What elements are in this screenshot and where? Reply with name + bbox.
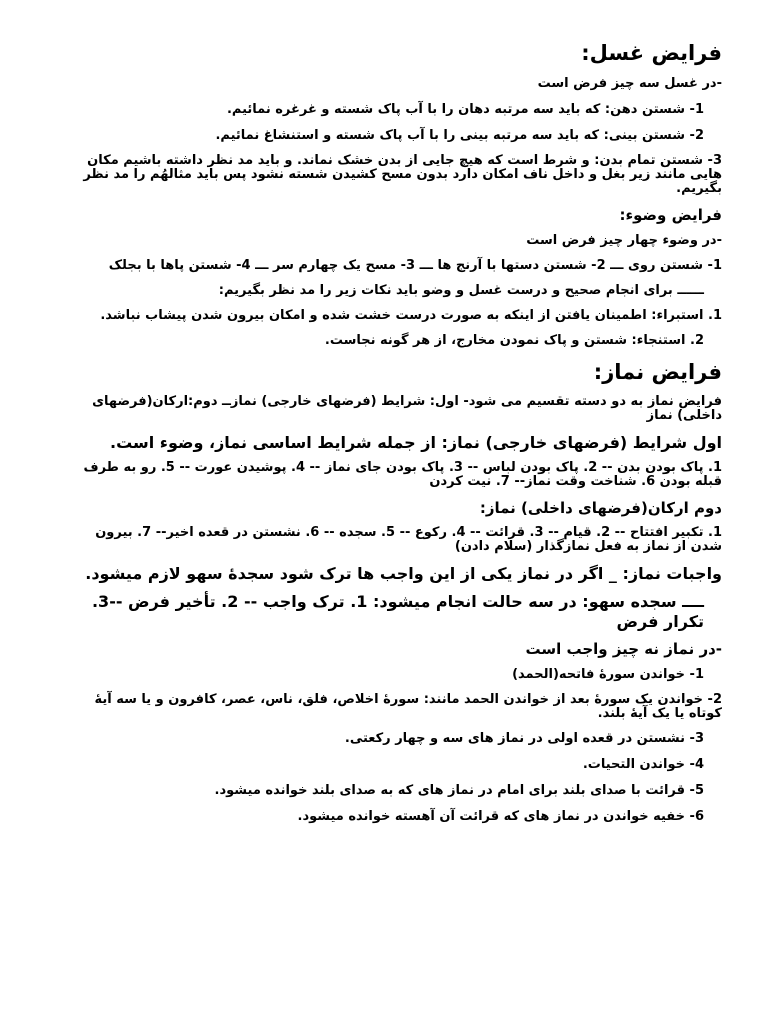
heading-wudu-obligations: فرایض وضوء: [619, 206, 722, 224]
ghusl-item-1: 1- شستن دهن: که باید سه مرتبه دهان را با آب پاک شسته و غرغره نمائیم. [226, 102, 704, 117]
wajib-item-3: 3- نشستن در قعده اولی در نماز های سه و چهار رکعتی. [344, 731, 704, 746]
wajibat-intro: -در نماز نه چیز واجب است [525, 640, 722, 658]
heading-prayer-wajibat: واجبات نماز: _ اگر در نماز یکی از این واجب ها ترک شود سجدۀ سهو لازم میشود. [85, 564, 722, 583]
wudu-items: 1- شستن روی ـــ 2- شستن دستها با آرنج ها ـــ 3- مسح یک چهارم سر ـــ 4- شستن پاها با بجلک [108, 258, 722, 273]
prayer-pillars-list: 1. تکبیر افتتاح -- 2. قیام -- 3. قرائت -- 4. رکوع -- 5. سجده -- 6. نشستن در قعده اخیر-- 7. بیرون شدن از نماز به فعل نمازگذار (سلام دادن) [95, 525, 722, 554]
ghusl-intro: -در غسل سه چیز فرض است [537, 76, 722, 91]
sajda-sahw-note: ــــ سجده سهو: در سه حالت انجام میشود: 1. ترک واجب -- 2. تأخیر فرض --3. تکرار فرض [91, 592, 704, 631]
wajib-item-1: 1- خواندن سورۀ فاتحه(الحمد) [512, 667, 704, 682]
note-istibra: 1. استبراء: اطمینان یافتن از اینکه به صورت درست خشت شده و امکان بیرون شدن پیشاب نباشد. [100, 308, 722, 323]
wudu-note: ــــــ برای انجام صحیح و درست غسل و وضو باید نکات زیر را مد نظر بگیریم: [218, 283, 704, 298]
heading-prayer-pillars: دوم ارکان(فرضهای داخلی) نماز: [479, 499, 722, 517]
note-istinja: 2. استنجاء: شستن و پاک نمودن مخارج، از هر گونه نجاست. [324, 333, 704, 348]
wajib-item-6: 6- خفیه خواندن در نماز های که قرائت آن آهسته خوانده میشود. [297, 809, 704, 824]
heading-prayer-obligations: فرایض نماز: [593, 360, 722, 384]
heading-prayer-conditions: اول شرایط (فرضهای خارجی) نماز: از جمله شرایط اساسی نماز، وضوء است. [110, 433, 722, 452]
wajib-item-2: 2- خواندن یک سورۀ بعد از خواندن الحمد مانند: سورۀ اخلاص، فلق، ناس، عصر، کافرون و یا سه آیۀ کوتاه یا یک آیۀ بلند. [94, 692, 722, 721]
prayer-conditions-list: 1. پاک بودن بدن -- 2. پاک بودن لباس -- 3. پاک بودن جای نماز -- 4. پوشیدن عورت -- 5. رو به طرف قبله بودن 6. شناخت وقت نماز-- 7. نیت کردن [83, 460, 722, 489]
ghusl-item-3: 3- شستن تمام بدن: و شرط است که هیچ جایی از بدن خشک نماند. و باید مد نظر داشته باشیم مکان هایی مانند زیر بغل و داخل ناف امکان دارد بدون مسح کشیدن شسته نشود پس باید مثالهُم را مد نظر بگیریم. [83, 153, 722, 196]
wudu-intro: -در وضوء چهار چیز فرض است [526, 233, 722, 248]
ghusl-item-2: 2- شستن بینی: که باید سه مرتبه بینی را با آب پاک شسته و استنشاغ نمائیم. [215, 128, 704, 143]
heading-ghusl-obligations: فرایض غسل: [581, 41, 722, 65]
prayer-intro: فرایض نماز به دو دسته تقسیم می شود- اول: شرایط (فرضهای خارجی) نمازــ دوم:ارکان(فرضهای داخلی) نماز [92, 394, 722, 423]
wajib-item-5: 5- قرائت با صدای بلند برای امام در نماز های که به صدای بلند خوانده میشود. [214, 783, 704, 798]
wajib-item-4: 4- خواندن التحیات. [582, 757, 704, 772]
document-body [78, 40, 722, 835]
